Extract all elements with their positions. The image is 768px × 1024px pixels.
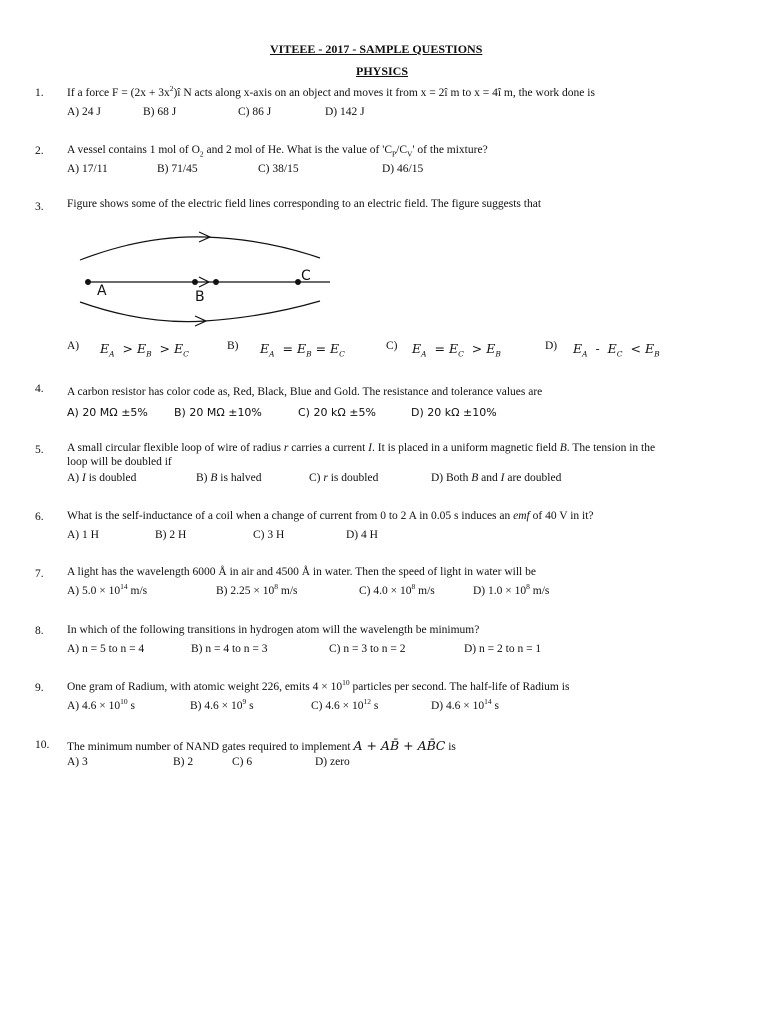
option-c: C) r is doubled	[309, 472, 379, 484]
question-text: One gram of Radium, with atomic weight 226, emits $4 \times 10^{10}$ particles per second. The half-life of Radium is	[67, 678, 570, 693]
point-a	[85, 279, 91, 285]
question-number: 10.	[35, 739, 50, 751]
option-d: D) $4.6 \times 10^{14}$ s	[431, 697, 499, 712]
option-c: C)	[386, 340, 398, 352]
option-c: C) $4.0 \times 10^8$ m/s	[359, 582, 435, 597]
field-lines-figure	[75, 225, 335, 330]
question-number: 7.	[35, 568, 44, 580]
option-b: B) $2.25 \times 10^8$ m/s	[216, 582, 298, 597]
question-text: A light has the wavelength 6000 Å in air and 4500 Å in water. Then the speed of light in water will be	[67, 566, 536, 578]
question-number: 1.	[35, 87, 44, 99]
label-b: B	[195, 289, 205, 305]
option-d: D) 46/15	[382, 163, 424, 175]
option-a-expression: $E_A > E_B > E_C$	[100, 341, 189, 359]
option-c: C) 20 kΩ ±5%	[298, 406, 376, 419]
question-number: 3.	[35, 201, 44, 213]
option-a: A) 20 MΩ ±5%	[67, 406, 148, 419]
question-text: A small circular flexible loop of wire of radius r carries a current I. It is placed in a uniform magnetic field B. The tension in the	[67, 442, 656, 454]
boolean-expression: A + AB̄ + AB̄C	[353, 738, 446, 753]
option-a: A)	[67, 340, 80, 352]
option-a: A) I is doubled	[67, 472, 137, 484]
question-text: In which of the following transitions in hydrogen atom will the wavelength be minimum?	[67, 624, 480, 636]
point-b	[192, 279, 198, 285]
option-b: B)	[227, 340, 239, 352]
option-b: B) 68 J	[143, 106, 177, 118]
option-b: B) $4.6 \times 10^9$ s	[190, 697, 254, 712]
option-c: C) 38/15	[258, 163, 299, 175]
option-c: C) n = 3 to n = 2	[329, 643, 406, 655]
question-text: What is the self-inductance of a coil when a change of current from 0 to 2 A in 0.05 s induces an emf of 40 V in it?	[67, 510, 594, 522]
option-a: A) 3	[67, 756, 88, 768]
option-d: D) n = 2 to n = 1	[464, 643, 542, 655]
option-b: B) 2 H	[155, 529, 187, 541]
option-a: A) n = 5 to n = 4	[67, 643, 145, 655]
question-text: Figure shows some of the electric field lines corresponding to an electric field. The figure suggests that	[67, 198, 542, 210]
option-b: B) n = 4 to n = 3	[191, 643, 268, 655]
subject-heading: PHYSICS	[356, 64, 409, 78]
question-text-line2: loop will be doubled if	[67, 456, 172, 468]
option-b-expression: $E_A = E_B = E_C$	[260, 341, 345, 359]
option-d: D)	[545, 340, 558, 352]
option-c-expression: $E_A = E_C > E_B$	[412, 341, 501, 359]
question-number: 8.	[35, 625, 44, 637]
question-number: 5.	[35, 444, 44, 456]
label-c: C	[301, 268, 311, 284]
option-a: A) $5.0 \times 10^{14}$ m/s	[67, 582, 148, 597]
question-text: The minimum number of NAND gates required to implement A + AB̄ + AB̄C is	[67, 738, 456, 753]
option-d-expression: $E_A - E_C < E_B$	[573, 341, 660, 359]
question-text: A carbon resistor has color code as, Red, Black, Blue and Gold. The resistance and tolerance values are	[67, 386, 543, 398]
option-d: D) Both B and I are doubled	[431, 472, 562, 484]
option-c: C) 86 J	[238, 106, 272, 118]
option-b: B) B is halved	[196, 472, 262, 484]
option-d: D) zero	[315, 756, 350, 768]
option-a: A) 1 H	[67, 529, 99, 541]
question-number: 4.	[35, 383, 44, 395]
option-d: D) 4 H	[346, 529, 378, 541]
question-number: 9.	[35, 682, 44, 694]
option-d: D) 142 J	[325, 106, 365, 118]
field-line-upper	[80, 237, 320, 260]
option-a: A) $4.6 \times 10^{10}$ s	[67, 697, 135, 712]
option-d: D) 20 kΩ ±10%	[411, 406, 497, 419]
option-c: C) 3 H	[253, 529, 285, 541]
label-a: A	[97, 283, 107, 299]
option-b: B) 20 MΩ ±10%	[174, 406, 262, 419]
question-number: 6.	[35, 511, 44, 523]
point-b2	[213, 279, 219, 285]
option-c: C) $4.6 \times 10^{12}$ s	[311, 697, 379, 712]
option-b: B) 2	[173, 756, 194, 768]
option-b: B) 71/45	[157, 163, 198, 175]
question-text: A vessel contains 1 mol of $O_2$ and 2 mol of He. What is the value of '$C_P/C_V$' of the mixture?	[67, 144, 488, 159]
option-a: A) 17/11	[67, 163, 108, 175]
option-a: A) 24 J	[67, 106, 101, 118]
page-title: VITEEE - 2017 - SAMPLE QUESTIONS	[270, 42, 483, 56]
option-d: D) $1.0 \times 10^8$ m/s	[473, 582, 550, 597]
option-c: C) 6	[232, 756, 253, 768]
question-number: 2.	[35, 145, 44, 157]
question-text: If a force $F = (2x + 3x^2)î$ N acts along x-axis on an object and moves it from x = 2î m to x = 4î m, the work done is	[67, 84, 595, 99]
